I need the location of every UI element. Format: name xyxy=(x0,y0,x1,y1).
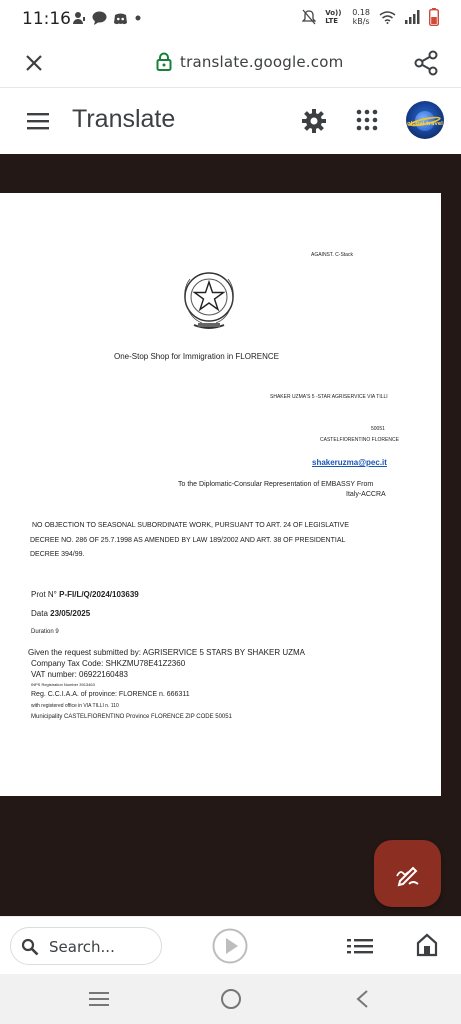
discord-icon xyxy=(113,12,128,25)
doc-vat: VAT number: 06922160483 xyxy=(31,670,128,679)
handwriting-fab-button[interactable] xyxy=(374,840,441,907)
close-icon[interactable] xyxy=(22,51,46,75)
recent-apps-icon[interactable] xyxy=(88,991,110,1007)
system-navigation-bar xyxy=(0,974,461,1024)
battery-icon xyxy=(429,8,439,26)
doc-body-line-1: NO OBJECTION TO SEASONAL SUBORDINATE WORK, PURSUANT TO ART. 24 OF LEGISLATIVE xyxy=(32,522,349,529)
doc-addressee: SHAKER UZMA'S 5 -STAR AGRISERVICE VIA TILLI xyxy=(270,394,388,400)
gear-icon[interactable] xyxy=(301,108,327,134)
status-time: 11:16 xyxy=(22,9,71,29)
home-icon[interactable] xyxy=(416,933,438,957)
lock-icon xyxy=(156,52,172,71)
doc-to-line-1: To the Diplomatic-Consular Representation of EMBASSY From xyxy=(178,481,374,488)
app-title: Translate xyxy=(72,105,176,133)
search-icon xyxy=(21,938,39,956)
url-text: translate.google.com xyxy=(180,52,344,71)
doc-date xyxy=(31,609,90,618)
mute-icon xyxy=(302,9,316,25)
network-speed-value: 0.18 xyxy=(352,8,370,17)
url-display[interactable] xyxy=(156,52,343,71)
volte-indicator: Vo)) LTE xyxy=(325,9,342,25)
browser-url-bar xyxy=(0,38,461,88)
italian-emblem-icon xyxy=(180,267,238,333)
dot-icon xyxy=(134,14,142,22)
chat-bubble-icon xyxy=(92,11,107,25)
doc-body-line-2: DECREE NO. 286 OF 25.7.1998 AS AMENDED BY LAW 189/2002 AND ART. 38 OF PRESIDENTIAL xyxy=(30,537,346,544)
list-icon[interactable] xyxy=(347,934,373,958)
doc-email-link[interactable]: shakeruzma@pec.it xyxy=(312,458,387,467)
doc-cciaa: Reg. C.C.I.A.A. of province: FLORENCE n. 666311 xyxy=(31,691,190,698)
apps-grid-icon[interactable] xyxy=(356,109,378,131)
doc-body-line-3: DECREE 394/99. xyxy=(30,551,85,558)
share-icon[interactable] xyxy=(413,50,439,76)
back-icon[interactable] xyxy=(354,989,370,1009)
wifi-icon xyxy=(379,11,396,24)
doc-to-line-2: Italy-ACCRA xyxy=(346,491,386,498)
status-system-icons xyxy=(302,8,439,26)
doc-date-label: Data xyxy=(31,609,48,618)
signal-icon xyxy=(405,10,420,24)
doc-town: CASTELFIORENTINO FLORENCE xyxy=(320,437,399,443)
app-header xyxy=(0,88,461,154)
handwriting-icon xyxy=(394,860,421,887)
person-icon xyxy=(72,11,86,25)
doc-office-registration: with registered office in VIA TILLI n. 110 xyxy=(31,703,119,709)
document-page xyxy=(0,193,441,796)
document-viewer[interactable] xyxy=(0,154,461,916)
status-notification-icons xyxy=(72,11,142,25)
network-speed xyxy=(352,8,370,26)
status-bar xyxy=(0,0,461,38)
hamburger-menu-icon[interactable] xyxy=(26,109,50,133)
doc-municipality: Municipality CASTELFIORENTINO Province FLORENCE ZIP CODE 50051 xyxy=(31,714,232,720)
doc-protocol-label: Prot N° xyxy=(31,590,57,599)
doc-request: Given the request submitted by: AGRISERVICE 5 STARS BY SHAKER UZMA xyxy=(28,648,305,657)
search-placeholder: Search... xyxy=(49,938,115,956)
search-input[interactable] xyxy=(10,927,162,965)
system-home-icon[interactable] xyxy=(220,988,242,1010)
doc-date-value: 23/05/2025 xyxy=(50,609,91,618)
doc-protocol-value: P-FI/L/Q/2024/103639 xyxy=(59,590,139,599)
avatar-text: global travel xyxy=(407,121,443,127)
bottom-toolbar xyxy=(0,916,461,974)
doc-header-right: AGAINST. C-Stack xyxy=(311,252,353,258)
avatar[interactable] xyxy=(406,101,444,139)
play-icon[interactable] xyxy=(212,928,248,964)
doc-inps: INPS Registration Number 3913463 xyxy=(31,682,95,687)
doc-tax-code: Company Tax Code: SHKZMU78E41Z2360 xyxy=(31,659,186,668)
doc-protocol xyxy=(31,590,139,599)
doc-duration: Duration 9 xyxy=(31,629,59,635)
network-speed-unit: kB/s xyxy=(352,17,370,26)
doc-office-title: One-Stop Shop for Immigration in FLORENCE xyxy=(114,352,279,361)
doc-postal-code: 50051 xyxy=(371,426,385,432)
